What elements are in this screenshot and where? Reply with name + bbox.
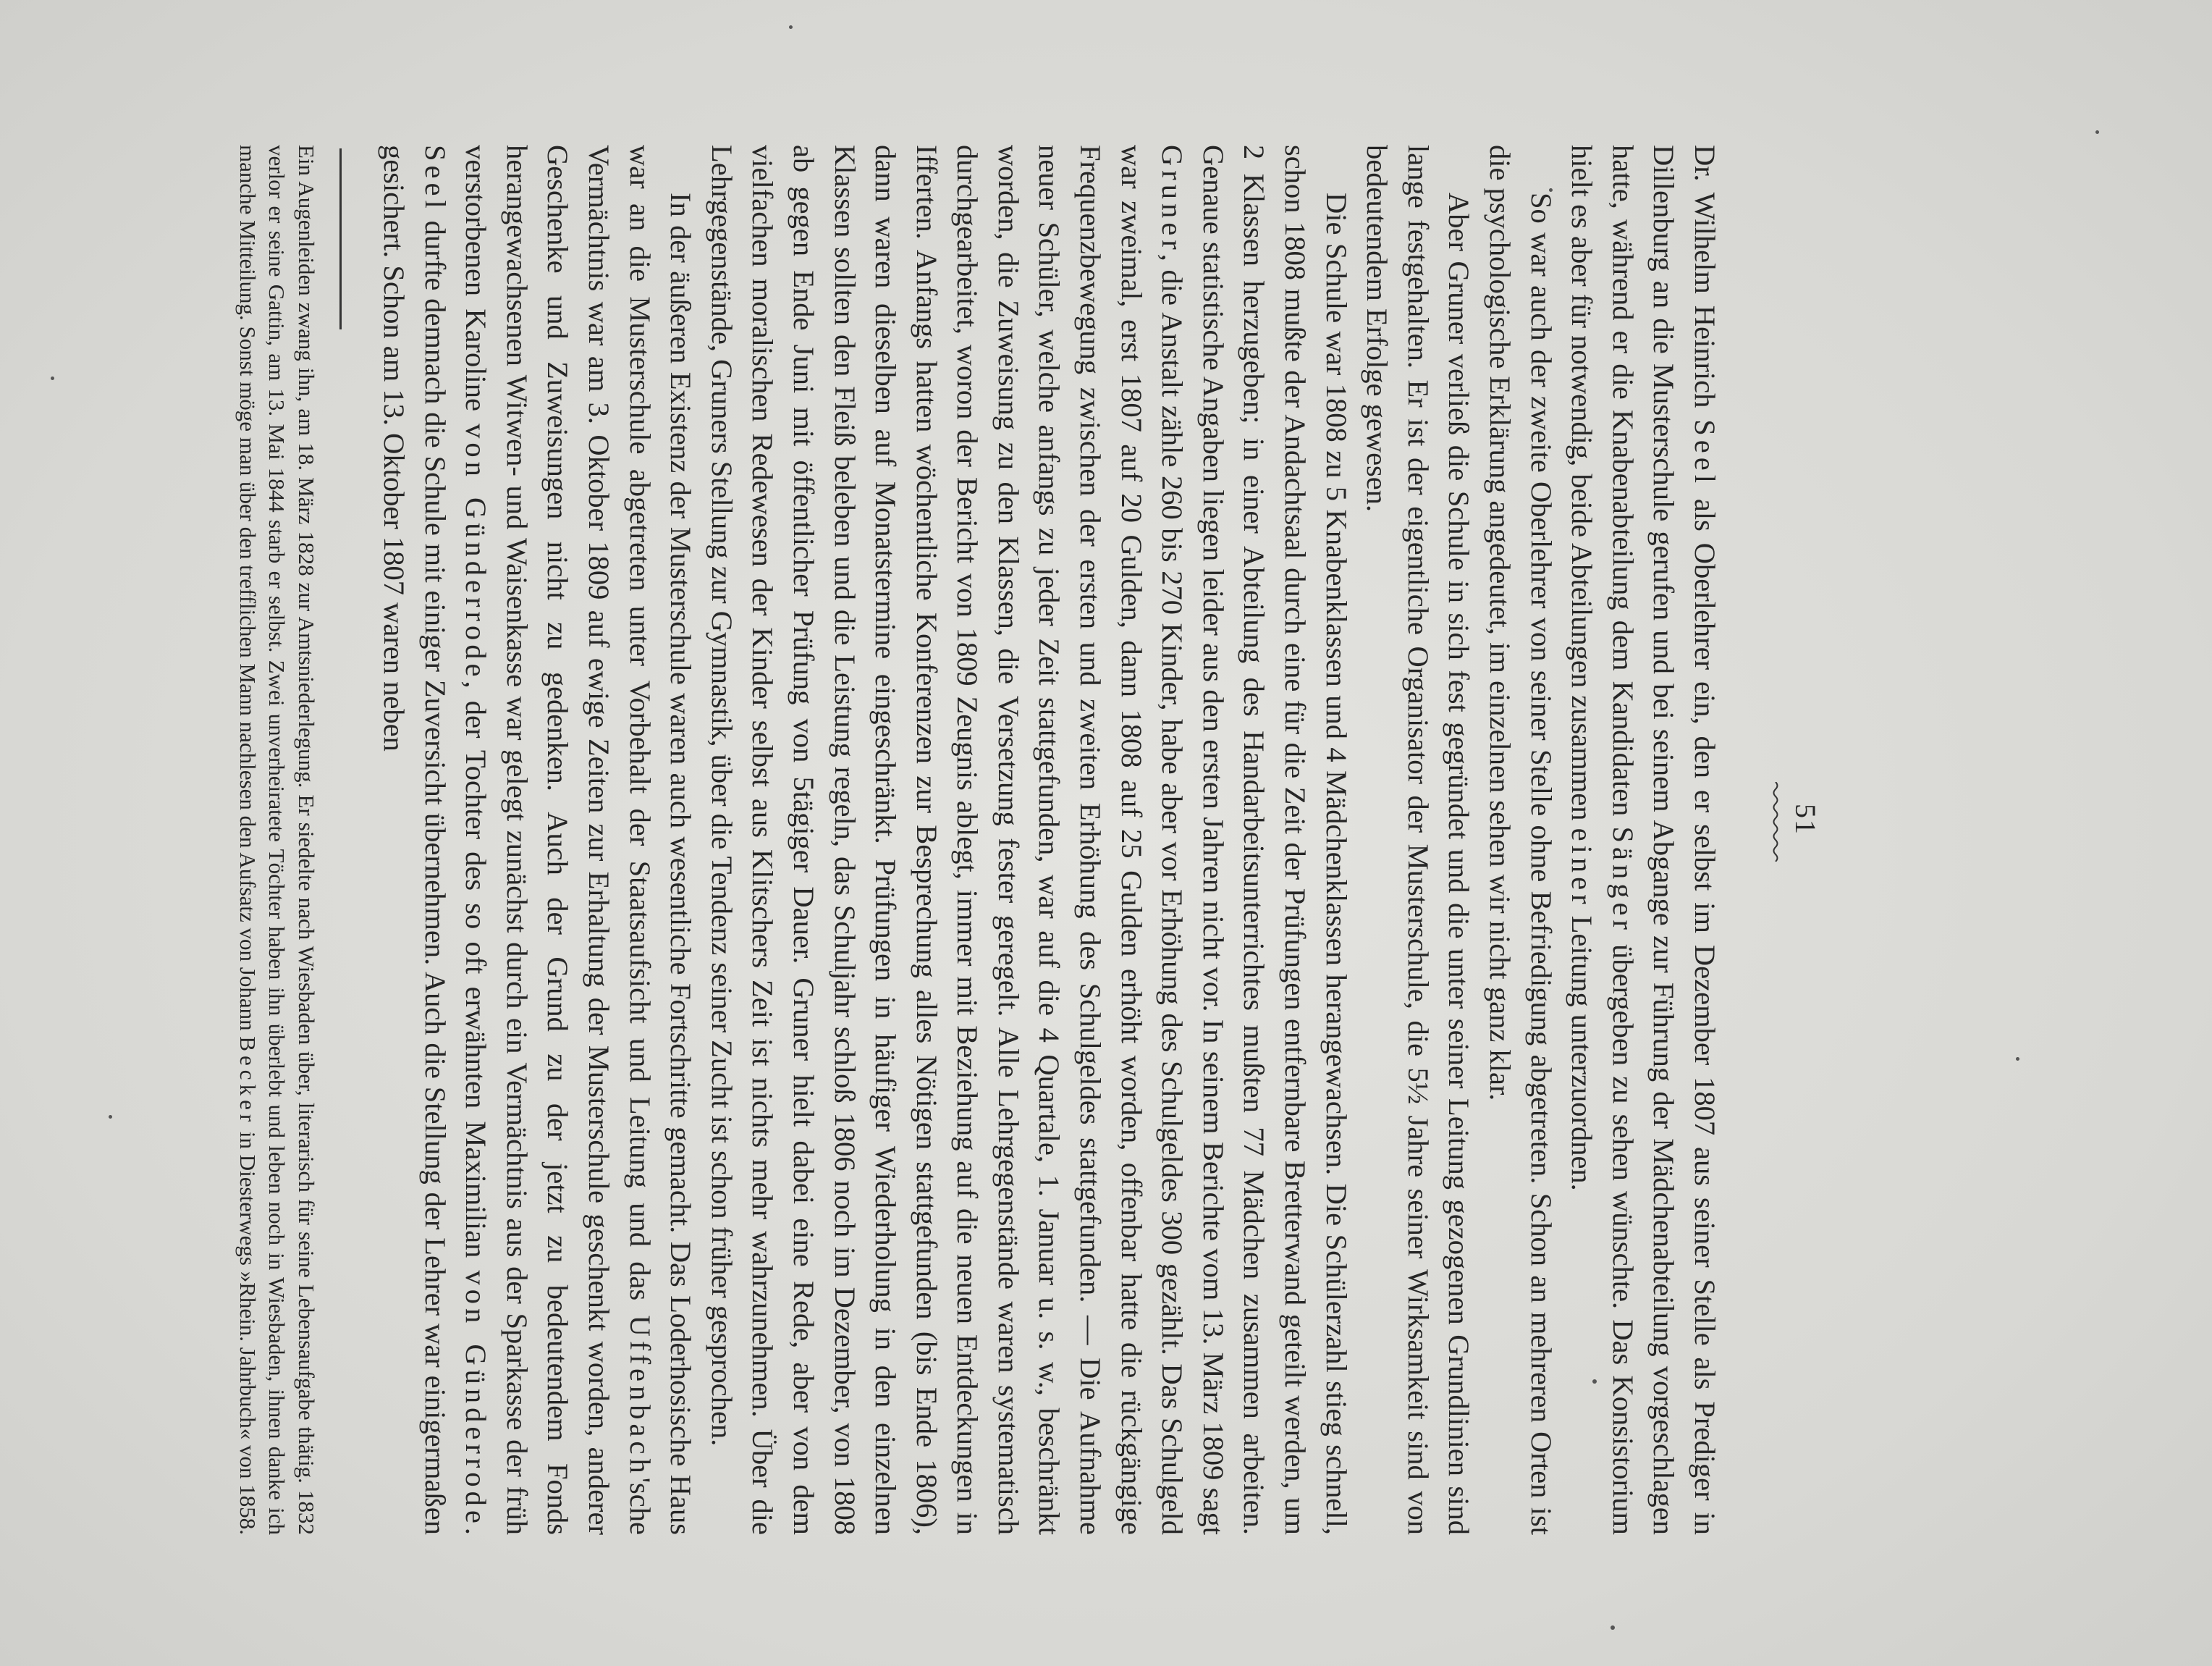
scan-speck <box>2095 130 2099 134</box>
text-run: übergeben zu sehen wünschte. Das Konsistorium hielt es aber für notwendig, beide Abteilungen zusammen <box>1566 145 1639 1535</box>
text-run: , der Tochter des so oft erwähnten Maximilian <box>460 681 493 1271</box>
text-run: 'sche Vermächtnis war am 3. Oktober 1809 auf ewige Zeiten zur Erhaltung der Musterschule geschenkt worden, anderer Geschenke und Zuweisungen nicht zu gedenken. Auch der Grund zu der jetzt zu bedeutendem Fonds herangewachsenen Witwen- und Waisenkasse war gelegt zunächst durch ein Vermächtnis aus der Sparkasse der früh verstorbenen Karoline <box>460 145 657 1535</box>
body-text <box>373 145 1725 1535</box>
paragraph <box>1356 145 1479 1535</box>
footnote-separator <box>339 148 342 329</box>
text-run: in Diesterwegs »Rhein. Jahrbuch« von 1858. <box>235 1126 261 1535</box>
text-run: Dr. Wilhelm Heinrich <box>1689 145 1721 420</box>
text-run: Leitung unterzuordnen. <box>1566 908 1599 1191</box>
text-run: So war auch der zweite Oberlehrer von seiner Stelle ohne Befriedigung abgetreten. Schon an mehreren Orten ist die psychologische Erklärung angedeutet, im einzelnen sehen wir nicht ganz klar. <box>1484 145 1558 1535</box>
spaced-name-text: Seel <box>418 145 452 213</box>
footnote <box>233 145 321 1535</box>
text-run: Ein Augenleiden zwang ihn, am 18. März 1828 zur Amtsniederlegung. Er siedelte nach Wiesbaden über, literarisch für seine Lebensaufgabe thätig. 1832 verlor er seine Gattin, am 13. Mai 1844 starb er selbst. Zwei unverheiratete Töchter haben ihn überlebt und leben noch in Wiesbaden, ihnen danke ich manche Mitteilung. Sonst möge man über den trefflichen Mann nachlesen den Aufsatz von Johann <box>235 145 319 1535</box>
paragraph <box>701 145 1356 1535</box>
scan-speck <box>1611 1625 1615 1630</box>
spaced-name-text: Sänger <box>1606 826 1639 934</box>
scan-speck <box>789 25 793 29</box>
spaced-name-text: von Günderrode <box>460 424 493 681</box>
decorative-wavy-rule <box>1772 782 1779 862</box>
text-run: Die Schule war 1808 zu 5 Knabenklassen und 4 Mädchenklassen herangewachsen. Die Schülerzahl stieg schnell, schon 1808 mußte der Andachtsaal durch eine für die Zeit der Prüfungen entfernbare Bretterwand geteilt werden, um 2 Klassen herzugeben; in einer Abteilung des Handarbeitsunterrichtes mußten 77 Mädchen zusammen arbeiten. Genaue statistische Angaben liegen leider aus den ersten Jahren nicht vor. In seinem Berichte vom 13. März 1809 sagt <box>1196 145 1353 1535</box>
text-run: Aber Gruner verließ die Schule in sich fest gegründet und die unter seiner Leitung gezogenen Grundlinien sind lange festgehalten. Er ist der eigentliche Organisator der Musterschule, die 5½ Jahre seiner Wirksamkeit sind von bedeutendem Erfolge gewesen. <box>1361 145 1476 1535</box>
scan-speck <box>2016 1057 2019 1061</box>
printed-page <box>0 51 1852 1615</box>
spaced-name-text: Uffenbach <box>623 1315 657 1478</box>
paragraph <box>1479 145 1561 1535</box>
text-run: durfte demnach die Schule mit einiger Zuversicht übernehmen. Auch die Stellung der Lehrer war einigermaßen gesichert. Schon am 13. Oktober 1807 waren neben <box>378 145 452 1535</box>
scan-speck <box>1549 188 1553 192</box>
spaced-name-text: Becker <box>235 1036 261 1127</box>
paragraph <box>1561 145 1725 1535</box>
text-run: , die Anstalt zähle 260 bis 270 Kinder, habe aber vor Erhöhung des Schulgeldes 300 gezählt. Das Schulgeld war zweimal, erst 1807 auf 20 Gulden, dann 1808 auf 25 Gulden erhöht worden, offenbar hatte die rückgängige Frequenzbewegung zwischen der ersten und zweiten Erhöhung des Schulgeldes stattgefunden. — Die Aufnahme neuer Schüler, welche anfangs zu jeder Zeit stattgefunden, war auf die 4 Quartale, 1. Januar u. s. w., beschränkt worden, die Zuweisung zu den Klassen, die Versetzung fester geregelt. Alle Lehrgegenstände waren systematisch durchgearbeitet, woron der Bericht von 1809 Zeugnis ablegt, immer mit Beziehung auf die neuen Entdeckungen in Ifferten. Anfangs hatten wöchentliche Konferenzen zur Besprechung alles Nötigen stattgefunden (bis Ende 1806), dann waren dieselben auf Monatstermine eingeschränkt. Prüfungen in häufiger Wiederholung in den einzelnen Klassen sollten den Fleiß beleben und die Leistung regeln, das Schuljahr schloß 1806 noch im Dezember, von 1808 ab gegen Ende Juni mit öffentlicher Prüfung von 5tägiger Dauer. Gruner hielt dabei eine Rede, aber von dem vielfachen moralischen Redewesen der Kinder selbst aus Klitschers Zeit ist nichts mehr wahrzunehmen. Über die Lehrgegenstände, Gruners Stellung zur Gymnastik, über die Tendenz seiner Zucht ist schon früher gesprochen. <box>705 145 1189 1535</box>
scan-speck <box>109 1115 112 1119</box>
spaced-name-text: einer <box>1566 828 1599 909</box>
spaced-name-text: Seel <box>1689 419 1721 488</box>
scan-speck <box>51 376 54 380</box>
text-run: als Oberlehrer ein, den er selbst im Dezember 1807 aus seiner Stelle als Prediger in Dillenburg an die Musterschule gerufen und bei seinem Abgange zur Führung der Mädchenabteilung vorgeschlagen hatte, während er die Knabenabteilung dem Kandidaten <box>1606 145 1721 1535</box>
spaced-name-text: von Günderrode <box>460 1270 493 1528</box>
scan-speck <box>1592 1379 1597 1384</box>
text-run: In der äußeren Existenz der Musterschule waren auch wesentliche Fortschritte gemacht. Das Loderhosische Haus war an die Musterschule abgetreten unter Vorbehalt der Staatsaufsicht und Leitung und das <box>623 145 698 1535</box>
page-number: 51 <box>1789 804 1822 836</box>
spaced-name-text: Gruner <box>1156 145 1189 254</box>
paragraph <box>373 145 701 1535</box>
text-run: . <box>460 1527 493 1535</box>
